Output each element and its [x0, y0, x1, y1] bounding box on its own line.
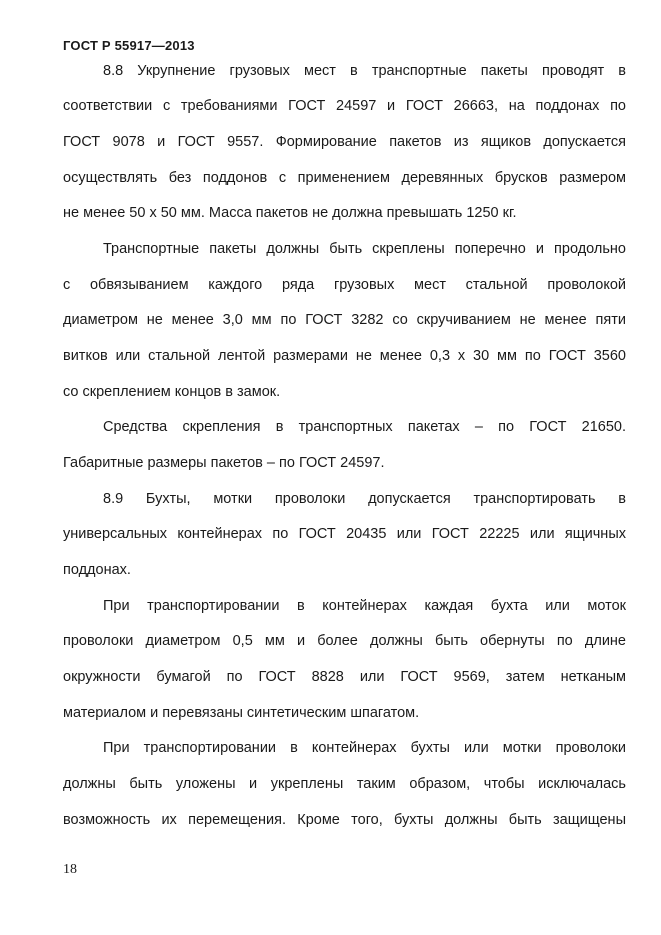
body-text-line: 8.8 Укрупнение грузовых мест в транспортные пакеты проводят в [103, 63, 626, 79]
body-text-line: При транспортировании в контейнерах каждая бухта или моток [103, 598, 626, 614]
body-text-line: универсальных контейнерах по ГОСТ 20435 или ГОСТ 22225 или ящичных [63, 526, 626, 542]
body-text-line: не менее 50 х 50 мм. Масса пакетов не должна превышать 1250 кг. [63, 205, 517, 221]
body-text-line: со скреплением концов в замок. [63, 384, 281, 400]
body-text-line: должны быть уложены и укреплены таким образом, чтобы исключалась [63, 776, 626, 792]
body-text-line: Средства скрепления в транспортных пакетах – по ГОСТ 21650. [103, 419, 626, 435]
document-header: ГОСТ Р 55917—2013 [63, 38, 195, 53]
body-text-line: витков или стальной лентой размерами не менее 0,3 х 30 мм по ГОСТ 3560 [63, 348, 626, 364]
body-text-line: осуществлять без поддонов с применением деревянных брусков размером [63, 170, 626, 186]
body-text-line: ГОСТ 9078 и ГОСТ 9557. Формирование пакетов из ящиков допускается [63, 134, 626, 150]
body-text-line: соответствии с требованиями ГОСТ 24597 и ГОСТ 26663, на поддонах по [63, 98, 626, 114]
body-text-line: Транспортные пакеты должны быть скреплены поперечно и продольно [103, 241, 626, 257]
page-number: 18 [63, 862, 77, 877]
body-text-line: Габаритные размеры пакетов – по ГОСТ 24597. [63, 455, 385, 471]
body-text-line: возможность их перемещения. Кроме того, бухты должны быть защищены [63, 812, 626, 828]
body-text-line: При транспортировании в контейнерах бухты или мотки проволоки [103, 740, 626, 756]
body-text-line: материалом и перевязаны синтетическим шпагатом. [63, 705, 420, 721]
body-text-line: диаметром не менее 3,0 мм по ГОСТ 3282 со скручиванием не менее пяти [63, 312, 626, 328]
body-text-line: 8.9 Бухты, мотки проволоки допускается транспортировать в [103, 491, 626, 507]
body-text-line: с обвязыванием каждого ряда грузовых мест стальной проволокой [63, 277, 626, 293]
body-text-line: поддонах. [63, 562, 131, 578]
body-text-line: проволоки диаметром 0,5 мм и более должны быть обернуты по длине [63, 633, 626, 649]
body-text-line: окружности бумагой по ГОСТ 8828 или ГОСТ 9569, затем нетканым [63, 669, 626, 685]
